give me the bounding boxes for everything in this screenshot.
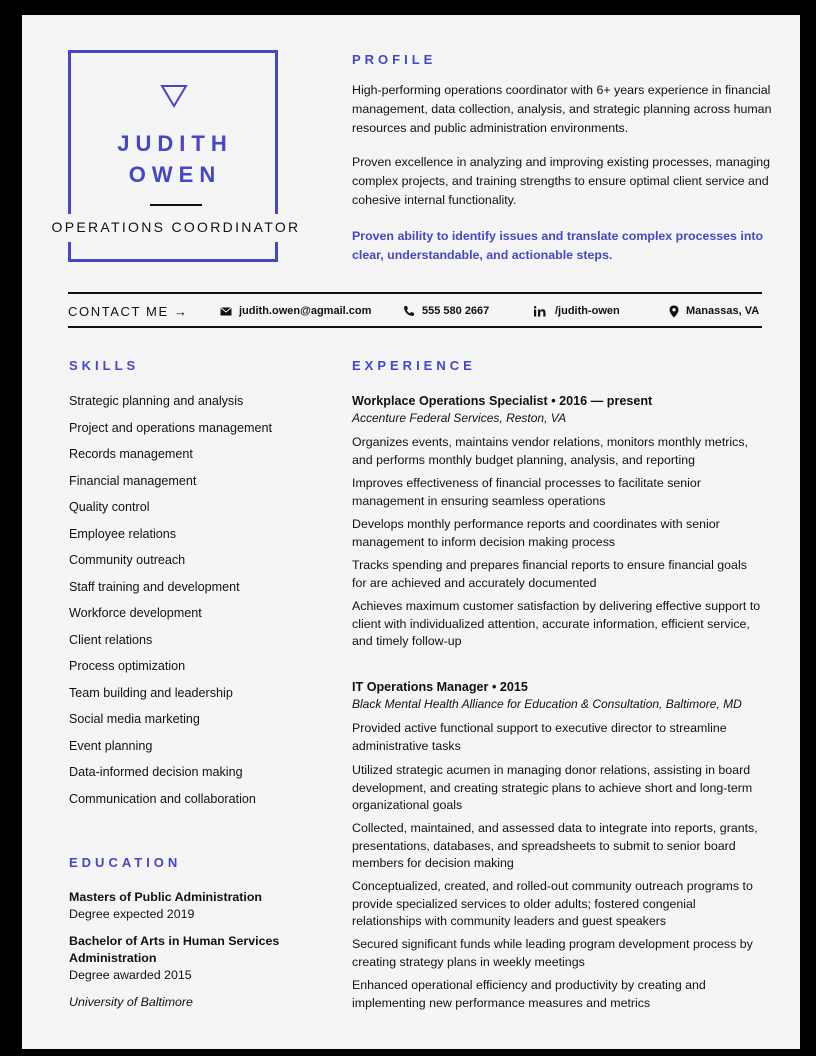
contact-email[interactable] — [220, 305, 403, 317]
skill-item: Employee relations — [69, 526, 177, 541]
degree-title: Bachelor of Arts in Human Services Administration — [69, 934, 280, 965]
job-bullet: Utilized strategic acumen in managing donor relations, assisting in board development, and creating strategic plans to achieve short and long-term organizational goals — [352, 763, 753, 812]
job-title: IT Operations Manager • 2015 — [352, 680, 528, 694]
job-bullet: Enhanced operational efficiency and productivity by creating and implementing new performance measures and metrics — [352, 978, 706, 1010]
skill-item: Strategic planning and analysis — [69, 394, 244, 408]
skill-item: Project and operations management — [69, 420, 273, 435]
skill-item: Data-informed decision making — [69, 765, 243, 779]
contact-location — [669, 305, 759, 318]
job-title: Workplace Operations Specialist • 2016 — present — [352, 394, 653, 408]
phone-icon — [403, 305, 415, 317]
skills-heading: SKILLS — [69, 358, 140, 373]
divider — [68, 292, 762, 294]
skill-item: Event planning — [69, 738, 153, 753]
email-text: judith.owen@agmail.com — [239, 305, 372, 317]
skill-item: Community outreach — [69, 553, 186, 567]
location-text: Manassas, VA — [686, 305, 760, 317]
linkedin-icon — [534, 306, 548, 317]
contact-bar — [68, 302, 762, 320]
job-bullet: Provided active functional support to executive director to streamline administrative tasks — [352, 721, 727, 753]
triangle-icon — [160, 84, 188, 108]
skill-item: Workforce development — [69, 606, 202, 620]
first-name: JUDITH — [117, 131, 233, 156]
skill-item: Staff training and development — [69, 579, 240, 594]
divider — [68, 326, 762, 328]
job-bullet: Develops monthly performance reports and coordinates with senior management to inform decision making process — [352, 517, 720, 549]
skill-item: Social media marketing — [69, 712, 200, 726]
linkedin-text: /judith-owen — [555, 305, 620, 317]
contact-linkedin[interactable] — [534, 305, 669, 317]
job-bullet: Organizes events, maintains vendor relations, monitors monthly metrics, and performs monthly budget planning, analysis, and reporting — [352, 435, 748, 467]
skill-item: Financial management — [69, 473, 197, 488]
skills-list — [69, 392, 272, 816]
location-pin-icon — [669, 305, 679, 318]
skill-item: Records management — [69, 447, 193, 461]
profile-paragraph: Proven excellence in analyzing and improving existing processes, managing complex projects, and training strengths to ensure optimal client service and cohesive internal functionality. — [352, 155, 771, 207]
job-bullet: Conceptualized, created, and rolled-out community outreach programs to provide specialized services to older adults; fostered congenial relationships with community leaders and guest speakers — [352, 879, 753, 928]
skill-item: Process optimization — [69, 659, 186, 673]
job-organization: Black Mental Health Alliance for Education & Consultation, Baltimore, MD — [352, 697, 742, 711]
last-name: OWEN — [128, 162, 222, 187]
education-heading: EDUCATION — [69, 855, 182, 870]
contact-phone[interactable] — [403, 305, 534, 317]
job-organization: Accenture Federal Services, Reston, VA — [352, 411, 567, 425]
degree-note: Degree awarded 2015 — [69, 968, 192, 982]
profile-paragraph: High-performing operations coordinator with 6+ years experience in financial management, data collection, analysis, and strategic planning across human resources and public administration environments. — [352, 83, 772, 135]
job-bullet: Achieves maximum customer satisfaction by delivering effective support to client with individualized attention, accurate information, efficient service, and timely follow-up — [352, 599, 761, 648]
skill-item: Client relations — [69, 632, 153, 647]
skill-item: Team building and leadership — [69, 685, 233, 700]
degree-note: Degree expected 2019 — [69, 907, 195, 921]
skill-item: Communication and collaboration — [69, 791, 256, 806]
name-divider — [150, 204, 202, 206]
mail-icon — [220, 307, 232, 316]
phone-text: 555 580 2667 — [422, 305, 490, 317]
job-bullet: Secured significant funds while leading program development process by creating strategy plans in weekly meetings — [352, 937, 753, 969]
job-title: OPERATIONS COORDINATOR — [51, 219, 301, 235]
contact-label: CONTACT ME → — [68, 303, 189, 319]
degree-title: Masters of Public Administration — [69, 890, 262, 904]
skill-item: Quality control — [69, 500, 150, 514]
job-bullet: Improves effectiveness of financial processes to facilitate senior management in ensuring seamless operations — [352, 476, 701, 508]
profile-highlight: Proven ability to identify issues and translate complex processes into clear, understandable, and actionable steps. — [352, 229, 764, 262]
job-bullet: Tracks spending and prepares financial reports to ensure financial goals for are achieved and accurately documented — [352, 558, 747, 590]
school-name: University of Baltimore — [69, 995, 193, 1009]
job-bullet: Collected, maintained, and assessed data to integrate into reports, grants, presentations, databases, and spreadsheets to submit to senior board members for decision making — [352, 821, 758, 870]
experience-heading: EXPERIENCE — [352, 358, 476, 373]
profile-heading: PROFILE — [352, 52, 437, 67]
